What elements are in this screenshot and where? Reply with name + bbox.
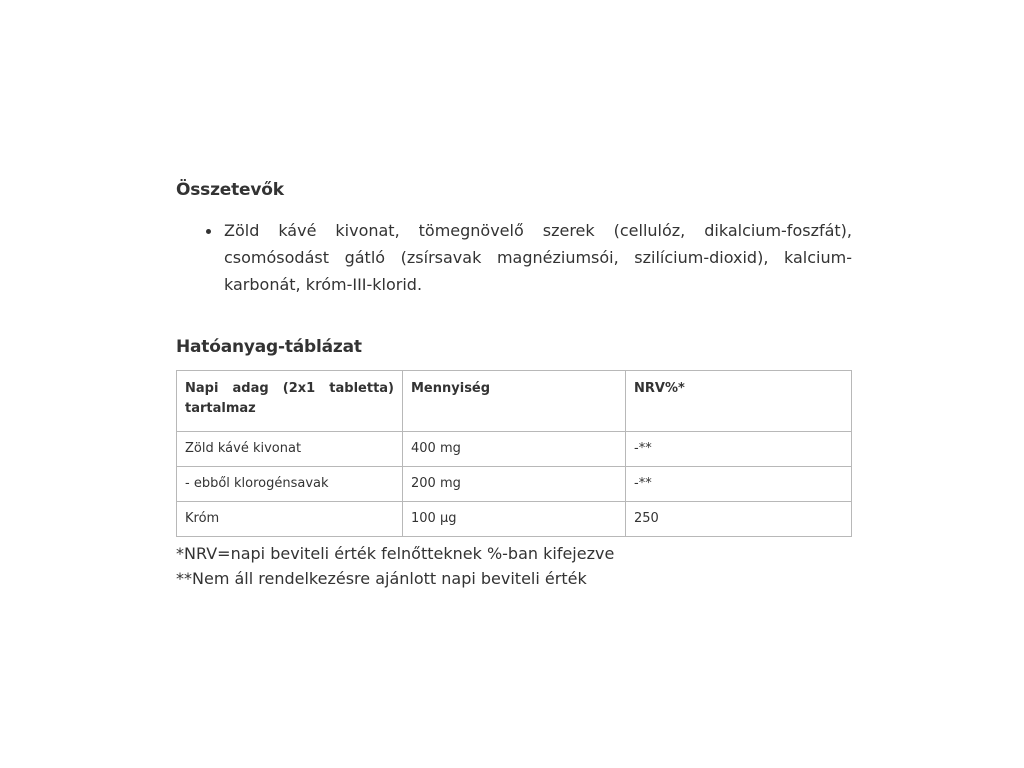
ingredients-item: Zöld kávé kivonat, tömegnövelő szerek (cellulóz, dikalcium-foszfát), csomósodást gátló (zsírsavak magnéziumsói, szilícium-dioxid), kalcium-karbonát, króm-III-klorid.: [206, 217, 852, 298]
table-row: [177, 502, 852, 537]
header-daily-dose: Napi adag (2x1 tabletta) tartalmaz: [177, 371, 403, 432]
cell-nrv: -**: [626, 432, 852, 467]
product-info: [176, 180, 852, 591]
cell-amount: 200 mg: [403, 467, 626, 502]
cell-amount: 400 mg: [403, 432, 626, 467]
cell-name: Króm: [177, 502, 403, 537]
active-ingredients-table: [176, 370, 852, 537]
footnotes: [176, 541, 852, 591]
footnote-nrv: *NRV=napi beviteli érték felnőtteknek %-ban kifejezve: [176, 544, 615, 563]
ingredients-list: [176, 217, 852, 298]
table-row: [177, 432, 852, 467]
cell-nrv: 250: [626, 502, 852, 537]
cell-amount: 100 µg: [403, 502, 626, 537]
footnote-no-reference: **Nem áll rendelkezésre ajánlott napi beviteli érték: [176, 569, 587, 588]
cell-name: - ebből klorogénsavak: [177, 467, 403, 502]
table-row: [177, 467, 852, 502]
header-amount: Mennyiség: [403, 371, 626, 432]
header-nrv: NRV%*: [626, 371, 852, 432]
active-table-heading: Hatóanyag-táblázat: [176, 337, 362, 357]
ingredients-heading: Összetevők: [176, 180, 284, 200]
table-header-row: [177, 371, 852, 432]
cell-nrv: -**: [626, 467, 852, 502]
cell-name: Zöld kávé kivonat: [177, 432, 403, 467]
